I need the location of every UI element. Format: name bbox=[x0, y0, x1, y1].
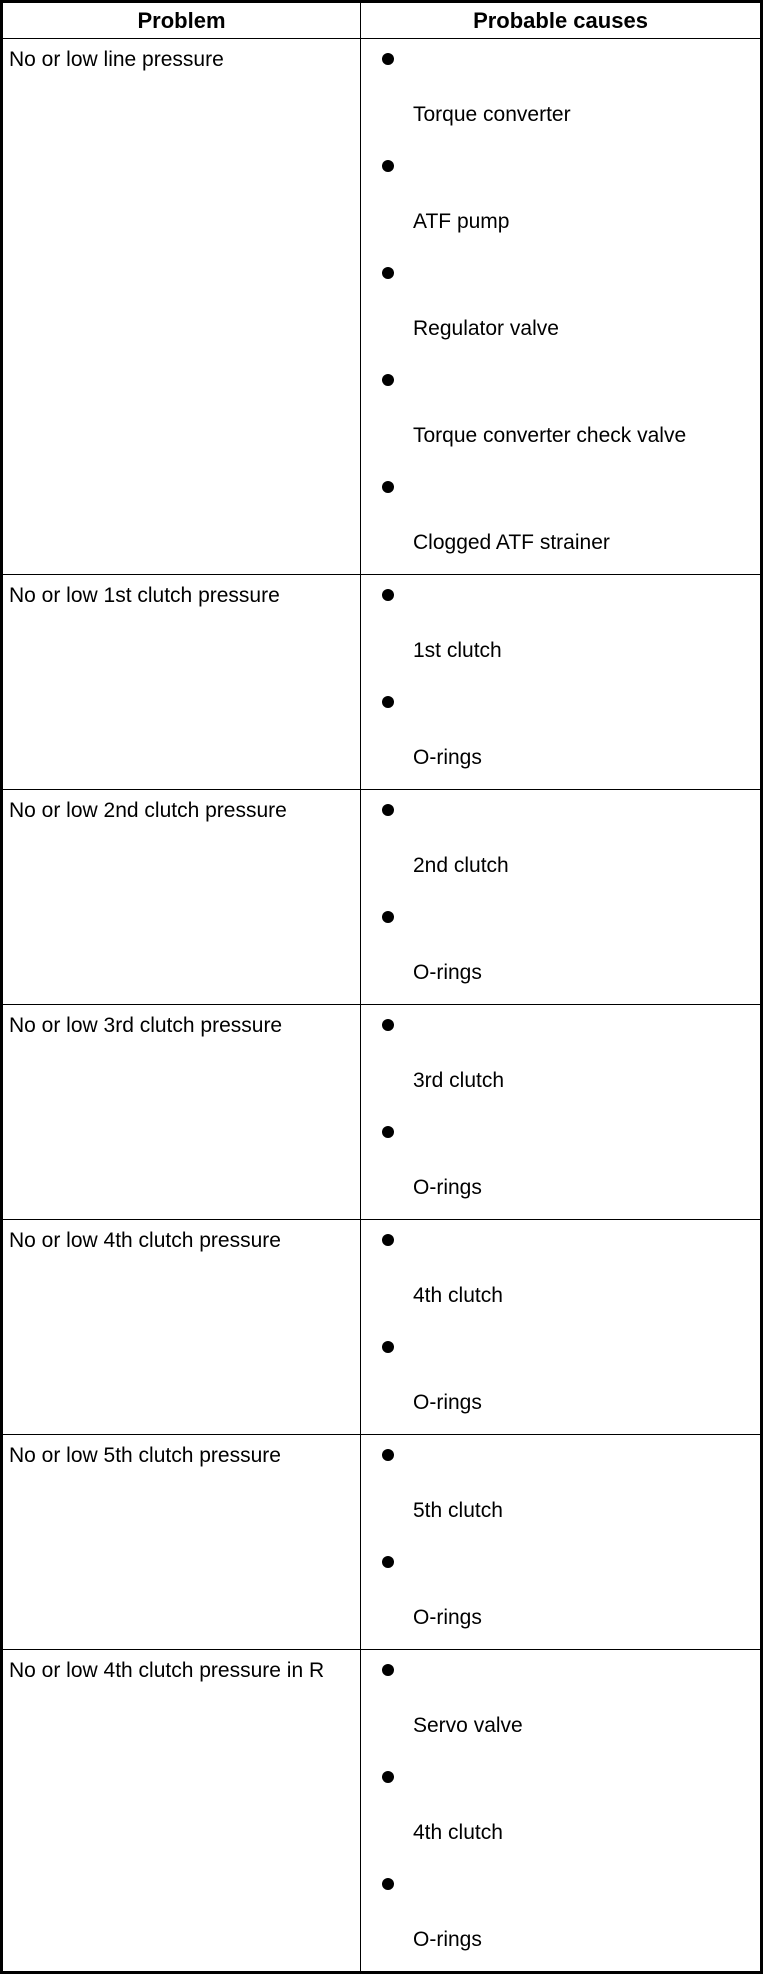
table-row bbox=[2, 1220, 762, 1435]
cause-text: 5th clutch bbox=[413, 1499, 503, 1522]
cause-item bbox=[361, 790, 760, 897]
cause-item bbox=[361, 253, 760, 360]
cause-text: 4th clutch bbox=[413, 1284, 503, 1307]
cause-text: Torque converter bbox=[413, 103, 571, 126]
causes-cell bbox=[361, 1005, 762, 1220]
cause-text: O-rings bbox=[413, 1391, 482, 1414]
bullet-icon bbox=[382, 1878, 394, 1890]
problem-text: No or low 3rd clutch pressure bbox=[9, 1014, 283, 1037]
cause-item bbox=[361, 1112, 760, 1219]
cause-item bbox=[361, 1435, 760, 1542]
header-row bbox=[2, 2, 762, 39]
problem-cell bbox=[2, 1650, 361, 1973]
cause-item bbox=[361, 467, 760, 574]
cause-text: ATF pump bbox=[413, 210, 510, 233]
cause-text: Clogged ATF strainer bbox=[413, 531, 610, 554]
header-probable-causes: Probable causes bbox=[361, 2, 762, 39]
causes-cell bbox=[361, 1220, 762, 1435]
bullet-icon bbox=[382, 267, 394, 279]
cause-item bbox=[361, 39, 760, 146]
cause-item bbox=[361, 146, 760, 253]
problem-cell bbox=[2, 575, 361, 790]
bullet-icon bbox=[382, 1664, 394, 1676]
cause-text: Servo valve bbox=[413, 1714, 523, 1737]
cause-item bbox=[361, 1757, 760, 1864]
cause-item bbox=[361, 897, 760, 1004]
bullet-icon bbox=[382, 1449, 394, 1461]
table-row bbox=[2, 1435, 762, 1650]
bullet-icon bbox=[382, 53, 394, 65]
problem-text: No or low 4th clutch pressure in R bbox=[9, 1659, 325, 1682]
cause-text: O-rings bbox=[413, 746, 482, 769]
bullet-icon bbox=[382, 160, 394, 172]
bullet-icon bbox=[382, 1234, 394, 1246]
problem-cell bbox=[2, 39, 361, 575]
problem-text: No or low 4th clutch pressure bbox=[9, 1229, 281, 1252]
cause-text: 3rd clutch bbox=[413, 1069, 505, 1092]
table-row bbox=[2, 790, 762, 1005]
causes-cell bbox=[361, 575, 762, 790]
problem-text: No or low 2nd clutch pressure bbox=[9, 799, 287, 822]
problem-text: No or low 1st clutch pressure bbox=[9, 584, 280, 607]
cause-item bbox=[361, 1864, 760, 1971]
bullet-icon bbox=[382, 696, 394, 708]
table-row bbox=[2, 1005, 762, 1220]
cause-item bbox=[361, 1542, 760, 1649]
problem-text: No or low line pressure bbox=[9, 48, 224, 71]
cause-item bbox=[361, 360, 760, 467]
bullet-icon bbox=[382, 1556, 394, 1568]
bullet-icon bbox=[382, 481, 394, 493]
cause-item bbox=[361, 1327, 760, 1434]
problem-text: No or low 5th clutch pressure bbox=[9, 1444, 281, 1467]
cause-text: O-rings bbox=[413, 961, 482, 984]
table-body bbox=[2, 39, 762, 1973]
table-row bbox=[2, 39, 762, 575]
cause-text: 2nd clutch bbox=[413, 854, 509, 877]
table-row bbox=[2, 575, 762, 790]
bullet-icon bbox=[382, 1341, 394, 1353]
cause-item bbox=[361, 1005, 760, 1112]
cause-text: O-rings bbox=[413, 1176, 482, 1199]
cause-text: 4th clutch bbox=[413, 1821, 503, 1844]
bullet-icon bbox=[382, 804, 394, 816]
bullet-icon bbox=[382, 911, 394, 923]
table-row bbox=[2, 1650, 762, 1973]
bullet-icon bbox=[382, 589, 394, 601]
problem-cell bbox=[2, 1005, 361, 1220]
causes-cell bbox=[361, 39, 762, 575]
cause-item bbox=[361, 1650, 760, 1757]
cause-text: Torque converter check valve bbox=[413, 424, 687, 447]
header-problem: Problem bbox=[2, 2, 361, 39]
cause-text: O-rings bbox=[413, 1606, 482, 1629]
cause-item bbox=[361, 575, 760, 682]
cause-item bbox=[361, 682, 760, 789]
cause-text: Regulator valve bbox=[413, 317, 559, 340]
cause-item bbox=[361, 1220, 760, 1327]
bullet-icon bbox=[382, 374, 394, 386]
problem-cell bbox=[2, 1435, 361, 1650]
bullet-icon bbox=[382, 1771, 394, 1783]
bullet-icon bbox=[382, 1126, 394, 1138]
causes-cell bbox=[361, 790, 762, 1005]
causes-cell bbox=[361, 1435, 762, 1650]
cause-text: 1st clutch bbox=[413, 639, 502, 662]
cause-text: O-rings bbox=[413, 1928, 482, 1951]
causes-cell bbox=[361, 1650, 762, 1973]
problem-cell bbox=[2, 790, 361, 1005]
bullet-icon bbox=[382, 1019, 394, 1031]
problem-cell bbox=[2, 1220, 361, 1435]
